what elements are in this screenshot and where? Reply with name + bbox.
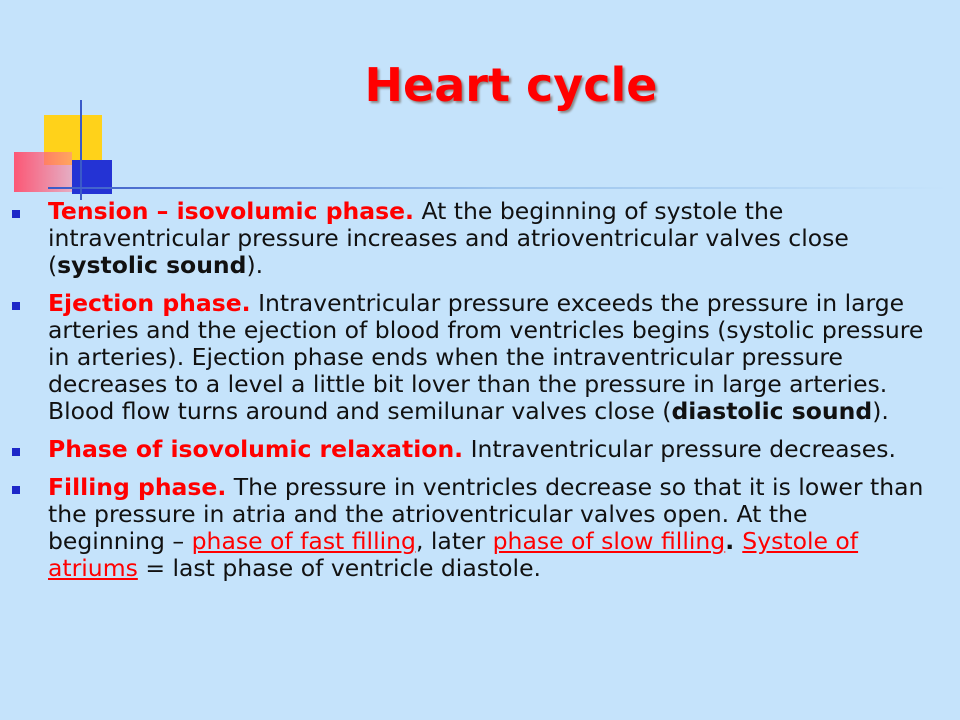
decor-horizontal-line: [48, 187, 948, 189]
bullet-text: .: [725, 527, 743, 555]
decor-vertical-line: [80, 100, 82, 200]
bullet-text: , later: [415, 527, 493, 555]
bullet-item-tension: [0, 198, 930, 279]
bullet-bold-term: diastolic sound: [671, 397, 873, 425]
bullet-text: = last phase of ventricle diastole.: [137, 554, 542, 582]
bullet-text: The pressure in ventricles decrease so that it is lower than the pressure in atria and the atrioventricular valves open. At the beginning –: [48, 473, 924, 555]
link-fast-filling[interactable]: phase of fast filling: [191, 527, 416, 555]
bullet-text: Intraventricular pressure decreases.: [463, 435, 896, 463]
bullet-text: At the beginning of systole the intraventricular pressure increases and atrioventricular valves close (: [48, 197, 849, 279]
bullet-square-icon: [12, 486, 20, 494]
bullet-heading: Filling phase.: [48, 473, 227, 501]
bullet-heading: Phase of isovolumic relaxation.: [48, 435, 464, 463]
bullet-heading: Ejection phase.: [48, 289, 251, 317]
bullet-heading: Tension – isovolumic phase.: [48, 197, 414, 225]
slide-title: Heart cycle: [364, 58, 658, 112]
bullet-list: [0, 198, 930, 593]
bullet-text: Intraventricular pressure exceeds the pressure in large arteries and the ejection of blood from ventricles begins (systolic pressure in arteries). Ejection phase ends when the intraventricular pressure decreases to a level a little bit lover than the pressure in large arteries. Blood flow turns around and semilunar valves close (: [48, 289, 924, 425]
bullet-item-ejection: [0, 290, 930, 425]
bullet-item-relaxation: [0, 436, 930, 463]
link-slow-filling[interactable]: phase of slow filling: [492, 527, 726, 555]
link-systole-of-atriums[interactable]: Systole of atriums: [48, 527, 859, 582]
bullet-item-filling: [0, 474, 930, 582]
bullet-text: ).: [872, 397, 889, 425]
decor-red-square: [14, 152, 72, 192]
bullet-text: ).: [246, 251, 264, 279]
bullet-bold-term: systolic sound: [57, 251, 247, 279]
bullet-square-icon: [12, 302, 20, 310]
bullet-square-icon: [12, 210, 20, 218]
bullet-square-icon: [12, 448, 20, 456]
